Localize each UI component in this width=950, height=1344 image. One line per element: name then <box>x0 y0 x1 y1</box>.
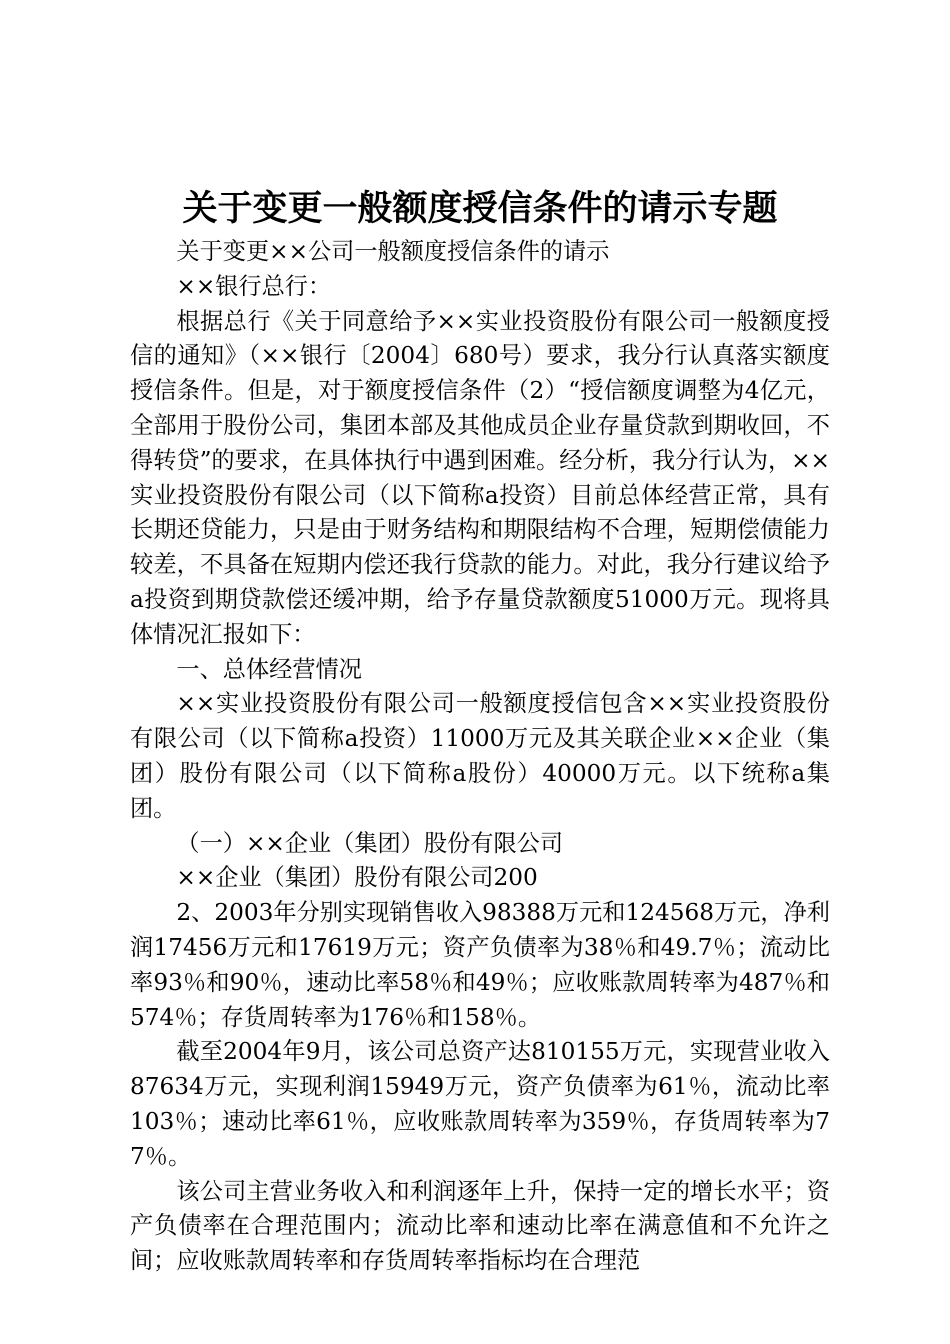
paragraph-analysis: 该公司主营业务收入和利润逐年上升，保持一定的增长水平；资产负债率在合理范围内；流动比率和速动比率在满意值和不允许之间；应收账款周转率和存货周转率指标均在合理范 <box>130 1177 830 1275</box>
paragraph-credit-scope: ××实业投资股份有限公司一般额度授信包含××实业投资股份有限公司（以下简称a投资）11000万元及其关联企业××企业（集团）股份有限公司（以下简称a股份）40000万元。以下统称a集团。 <box>130 690 830 822</box>
paragraph-2003-results: 2、2003年分别实现销售收入98388万元和124568万元，净利润17456万元和17619万元；资产负债率为38％和49.7％；流动比率93％和90％，速动比率58％和49％；应收账款周转率为487％和574％；存货周转率为176％和158％。 <box>130 899 830 1031</box>
document-title: 关于变更一般额度授信条件的请示专题 <box>182 189 778 229</box>
document-page <box>130 185 830 1279</box>
subsection-heading-1: （一）××企业（集团）股份有限公司 <box>176 829 564 857</box>
paragraph-subject: 关于变更××公司一般额度授信条件的请示 <box>176 238 610 265</box>
paragraph-addressee: ××银行总行： <box>176 272 332 300</box>
paragraph-background: 根据总行《关于同意给予××实业投资股份有限公司一般额度授信的通知》（××银行〔2004〕680号）要求，我分行认真落实额度授信条件。但是，对于额度授信条件（2）“授信额度调整为4亿元，全部用于股份公司，集团本部及其他成员企业存量贷款到期收回，不得转贷”的要求，在具体执行中遇到困难。经分析，我分行认为，××实业投资股份有限公司（以下简称a投资）目前总体经营正常，具有长期还贷能力，只是由于财务结构和期限结构不合理，短期偿债能力较差，不具备在短期内偿还我行贷款的能力。对此，我分行建议给予a投资到期贷款偿还缓冲期，给予存量贷款额度51000万元。现将具体情况汇报如下： <box>130 307 830 648</box>
paragraph-2004-results: 截至2004年9月，该公司总资产达810155万元，实现营业收入87634万元，实现利润15949万元，资产负债率为61％，流动比率103％；速动比率61％，应收账款周转率为359％，存货周转率为77％。 <box>130 1038 830 1170</box>
paragraph-company-fragment: ××企业（集团）股份有限公司200 <box>176 864 538 892</box>
section-heading-1: 一、总体经营情况 <box>176 655 362 683</box>
